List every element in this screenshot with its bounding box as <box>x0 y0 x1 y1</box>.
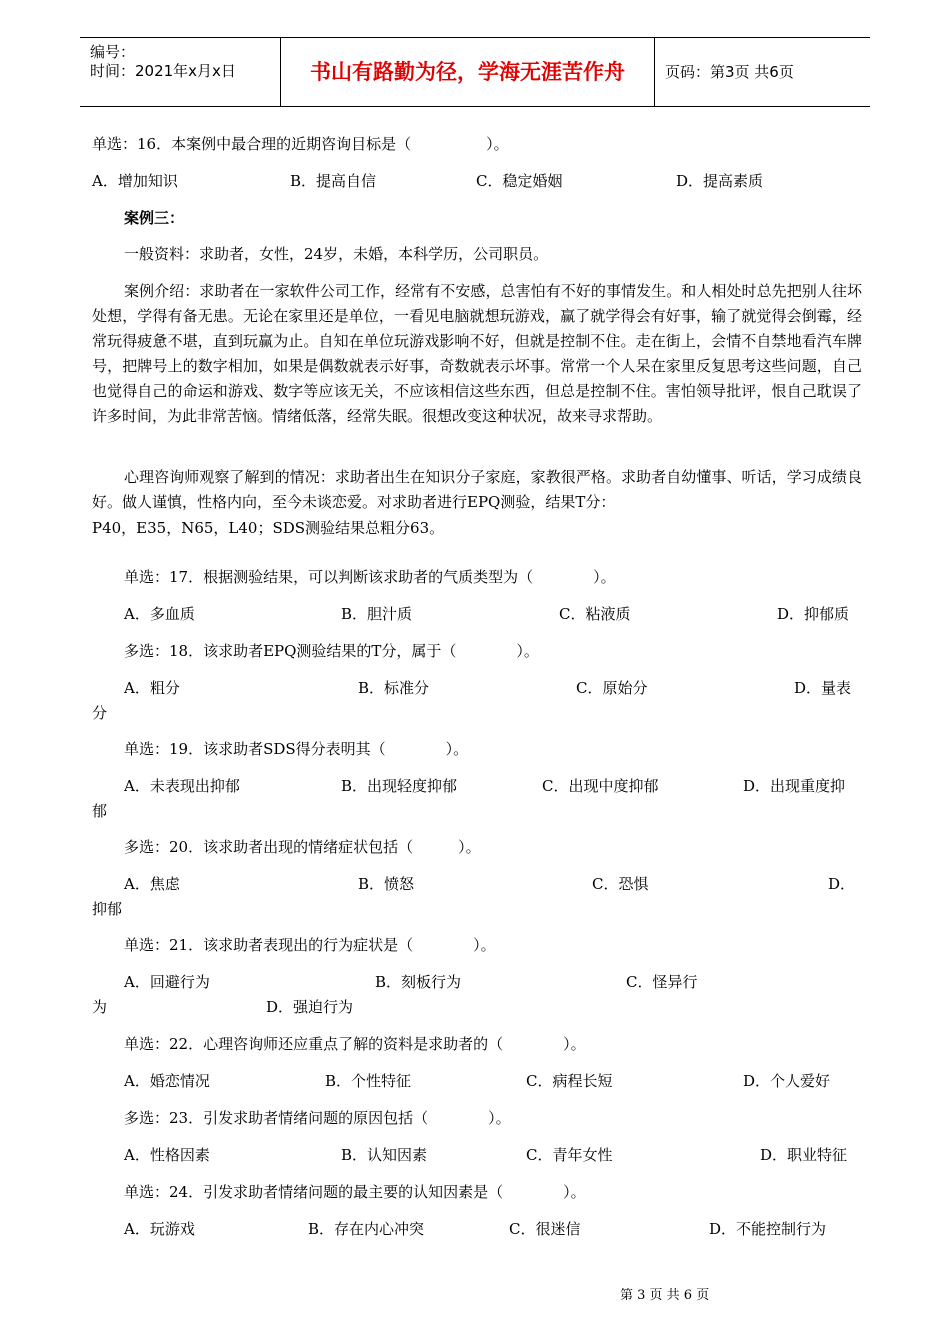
question-17-option-a: A．多血质 <box>124 605 195 623</box>
question-21-option-c: C．怪异行 <box>626 973 698 991</box>
question-19-option-b: B．出现轻度抑郁 <box>341 777 458 795</box>
question-24-option-a: A．玩游戏 <box>124 1220 195 1238</box>
question-21-option-a: A．回避行为 <box>124 973 210 991</box>
case-three-title: 案例三： <box>124 209 185 227</box>
question-19-option-c: C．出现中度抑郁 <box>542 777 659 795</box>
question-22-option-a: A．婚恋情况 <box>124 1072 210 1090</box>
question-20-option-c: C．恐惧 <box>592 875 649 893</box>
document-date-label: 时间：2021年x月x日 <box>90 62 236 80</box>
page-header <box>80 37 870 107</box>
question-19-option-a: A．未表现出抑郁 <box>124 777 240 795</box>
question-22-stem: 单选：22．心理咨询师还应重点了解的资料是求助者的（ ）。 <box>124 1035 586 1053</box>
question-17-option-d: D．抑郁质 <box>777 605 850 623</box>
question-17-option-b: B．胆汁质 <box>341 605 413 623</box>
header-page-label: 页码：第3页 共6页 <box>665 63 794 81</box>
question-22-option-c: C．病程长短 <box>526 1072 613 1090</box>
question-17-stem: 单选：17．根据测验结果，可以判断该求助者的气质类型为（ ）。 <box>124 568 616 586</box>
case-three-introduction: 案例介绍：求助者在一家软件公司工作，经常有不安感，总害怕有不好的事情发生。和人相处时总先把别人往坏处想，学得有备无患。无论在家里还是单位，一看见电脑就想玩游戏，赢了就学得会有好事，输了就觉得会倒霉，经常玩得疲惫不堪，直到玩赢为止。自知在单位玩游戏影响不好，但就是控制不住。走在街上，会情不自禁地看汽车牌号，把牌号上的数字相加，如果是偶数就表示好事，奇数就表示坏事。常常一个人呆在家里反复思考这些问题，自己也觉得自己的命运和游戏、数字等应该无关，不应该相信这些东西，但总是控制不住。害怕领导批评，恨自己耽误了许多时间，为此非常苦恼。情绪低落，经常失眠。很想改变这种状况，故来寻求帮助。 <box>92 282 862 425</box>
header-motto: 书山有路勤为径，学海无涯苦作舟 <box>281 38 655 106</box>
case-three-general-info: 一般资料：求助者，女性，24岁，未婚，本科学历，公司职员。 <box>124 245 549 263</box>
case-three-observations: 心理咨询师观察了解到的情况：求助者出生在知识分子家庭，家教很严格。求助者自幼懂事、听话，学习成绩良好。做人谨慎，性格内向，至今未谈恋爱。对求助者进行EPQ测验，结果T分： <box>92 468 862 511</box>
question-22-option-b: B．个性特征 <box>325 1072 412 1090</box>
question-21-option-b: B．刻板行为 <box>375 973 462 991</box>
question-23-option-c: C．青年女性 <box>526 1146 613 1164</box>
question-20-option-d-wrap: 抑郁 <box>92 900 123 918</box>
case-three-test-scores: P40，E35，N65，L40；SDS测验结果总粗分63。 <box>92 519 445 537</box>
question-16-option-d: D．提高素质 <box>676 172 764 190</box>
question-22-option-d: D．个人爱好 <box>743 1072 831 1090</box>
question-18-option-a: A．粗分 <box>124 679 180 697</box>
question-18-option-d: D．量表 <box>794 679 852 697</box>
question-16-option-c: C．稳定婚姻 <box>476 172 563 190</box>
question-23-stem: 多选：23．引发求助者情绪问题的原因包括（ ）。 <box>124 1109 511 1127</box>
question-23-option-b: B．认知因素 <box>341 1146 428 1164</box>
question-21-option-d: D．强迫行为 <box>266 998 354 1016</box>
question-18-stem: 多选：18．该求助者EPQ测验结果的T分，属于（ ）。 <box>124 642 539 660</box>
header-meta-cell <box>80 38 281 106</box>
document-number-label: 编号： <box>90 43 136 61</box>
question-20-option-d: D． <box>828 875 856 893</box>
question-17-option-c: C．粘液质 <box>559 605 631 623</box>
question-20-option-b: B．愤怒 <box>358 875 415 893</box>
question-19-option-d: D．出现重度抑 <box>743 777 846 795</box>
question-18-option-d-wrap: 分 <box>92 704 108 722</box>
question-20-stem: 多选：20．该求助者出现的情绪症状包括（ ）。 <box>124 838 481 856</box>
question-16-stem: 单选：16．本案例中最合理的近期咨询目标是（ ）。 <box>92 135 509 153</box>
question-23-option-a: A．性格因素 <box>124 1146 210 1164</box>
question-19-stem: 单选：19．该求助者SDS得分表明其（ ）。 <box>124 740 469 758</box>
question-24-stem: 单选：24．引发求助者情绪问题的最主要的认知因素是（ ）。 <box>124 1183 586 1201</box>
question-18-option-b: B．标准分 <box>358 679 430 697</box>
question-16-option-a: A．增加知识 <box>92 172 178 190</box>
question-24-option-b: B．存在内心冲突 <box>308 1220 425 1238</box>
question-16-option-b: B．提高自信 <box>290 172 377 190</box>
question-19-option-d-wrap: 郁 <box>92 802 108 820</box>
question-24-option-c: C．很迷信 <box>509 1220 581 1238</box>
question-21-stem: 单选：21．该求助者表现出的行为症状是（ ）。 <box>124 936 496 954</box>
question-20-option-a: A．焦虑 <box>124 875 180 893</box>
page-footer-number: 第 3 页 共 6 页 <box>620 1288 710 1303</box>
question-21-option-c-wrap: 为 <box>92 998 108 1016</box>
question-24-option-d: D．不能控制行为 <box>709 1220 827 1238</box>
question-18-option-c: C．原始分 <box>576 679 648 697</box>
question-23-option-d: D．职业特征 <box>760 1146 848 1164</box>
